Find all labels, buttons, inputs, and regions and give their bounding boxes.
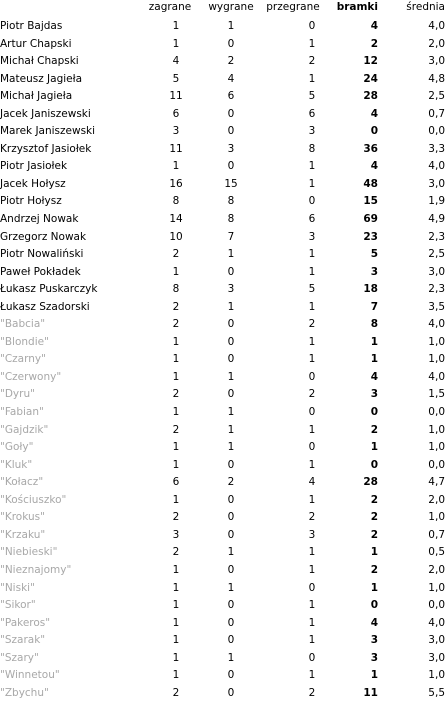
srednia-value: 3,0: [428, 55, 445, 68]
bramki-value: 28: [363, 476, 378, 489]
table-row: [0, 299, 445, 317]
zagrane-value: 8: [172, 195, 180, 208]
wygrane-value: 1: [227, 370, 235, 383]
wygrane-value: 0: [227, 599, 235, 612]
przegrane-value: 1: [308, 599, 316, 612]
przegrane-value: 3: [308, 528, 316, 541]
player-name: "Winnetou": [0, 669, 60, 682]
srednia-value: 1,0: [428, 441, 445, 454]
zagrane-value: 8: [172, 283, 180, 296]
wygrane-value: 0: [227, 686, 235, 699]
srednia-value: 2,0: [428, 563, 445, 576]
wygrane-value: 0: [227, 37, 235, 50]
bramki-value: 1: [370, 669, 378, 682]
wygrane-value: 1: [227, 406, 235, 419]
player-name: "Kościuszko": [0, 493, 67, 506]
bramki-value: 2: [370, 528, 378, 541]
player-name: Michał Jagieła: [0, 90, 73, 103]
wygrane-value: 2: [227, 476, 235, 489]
table-row: [0, 597, 445, 615]
zagrane-value: 2: [172, 546, 180, 559]
srednia-value: 2,3: [428, 283, 445, 296]
table-row: [0, 246, 445, 264]
przegrane-value: 1: [308, 563, 316, 576]
player-name: Jacek Hołysz: [0, 177, 66, 190]
table-row: [0, 369, 445, 387]
table-row: [0, 544, 445, 562]
przegrane-value: 1: [308, 72, 316, 85]
bramki-value: 4: [370, 616, 378, 629]
table-row: [0, 439, 445, 457]
table-row: [0, 211, 445, 229]
table-row: [0, 229, 445, 247]
zagrane-value: 1: [172, 370, 180, 383]
player-name: "Czerwony": [0, 370, 62, 383]
srednia-value: 3,5: [428, 300, 445, 313]
player-name: "Czarny": [0, 353, 46, 366]
header-wygrane: wygrane: [208, 1, 254, 13]
bramki-value: 2: [370, 511, 378, 524]
table-row: [0, 509, 445, 527]
bramki-value: 0: [370, 458, 378, 471]
zagrane-value: 6: [172, 107, 180, 120]
zagrane-value: 11: [169, 142, 183, 155]
bramki-value: 15: [363, 195, 378, 208]
przegrane-value: 3: [308, 230, 316, 243]
przegrane-value: 1: [308, 335, 316, 348]
przegrane-value: 6: [308, 107, 316, 120]
header-row: [0, 0, 445, 18]
table-row: [0, 158, 445, 176]
zagrane-value: 1: [172, 493, 180, 506]
player-name: "Gajdzik": [0, 423, 49, 436]
przegrane-value: 1: [308, 669, 316, 682]
wygrane-value: 0: [227, 160, 235, 173]
bramki-value: 5: [370, 248, 378, 261]
player-name: "Goły": [0, 441, 34, 454]
bramki-value: 3: [370, 634, 378, 647]
zagrane-value: 2: [172, 511, 180, 524]
bramki-value: 36: [363, 142, 378, 155]
zagrane-value: 1: [172, 335, 180, 348]
table-row: [0, 281, 445, 299]
player-name: Andrzej Nowak: [0, 213, 79, 226]
table-row: [0, 88, 445, 106]
bramki-value: 18: [363, 283, 378, 296]
bramki-value: 7: [370, 300, 378, 313]
player-name: "Nieznajomy": [0, 563, 72, 576]
wygrane-value: 3: [227, 142, 235, 155]
bramki-value: 0: [370, 125, 378, 138]
srednia-value: 0,5: [428, 546, 445, 559]
bramki-value: 12: [363, 55, 378, 68]
wygrane-value: 3: [227, 283, 235, 296]
srednia-value: 1,0: [428, 423, 445, 436]
srednia-value: 4,0: [428, 370, 445, 383]
srednia-value: 0,0: [428, 599, 445, 612]
table-row: [0, 18, 445, 36]
zagrane-value: 5: [172, 72, 180, 85]
bramki-value: 2: [370, 493, 378, 506]
srednia-value: 1,0: [428, 581, 445, 594]
player-name: "Fabian": [0, 406, 44, 419]
player-name: Łukasz Szadorski: [0, 300, 90, 313]
table-body: [0, 18, 445, 702]
wygrane-value: 0: [227, 563, 235, 576]
przegrane-value: 5: [308, 283, 316, 296]
zagrane-value: 10: [169, 230, 183, 243]
srednia-value: 4,0: [428, 160, 445, 173]
zagrane-value: 1: [172, 599, 180, 612]
wygrane-value: 0: [227, 335, 235, 348]
przegrane-value: 0: [308, 195, 316, 208]
wygrane-value: 2: [227, 55, 235, 68]
wygrane-value: 1: [227, 441, 235, 454]
table-row: [0, 351, 445, 369]
srednia-value: 4,8: [428, 72, 445, 85]
bramki-value: 4: [370, 107, 378, 120]
player-name: Piotr Hołysz: [0, 195, 62, 208]
player-name: Jacek Janiszewski: [0, 107, 91, 120]
srednia-value: 1,5: [428, 388, 445, 401]
wygrane-value: 0: [227, 107, 235, 120]
player-name: Łukasz Puskarczyk: [0, 283, 98, 296]
bramki-value: 11: [363, 686, 378, 699]
bramki-value: 8: [370, 318, 378, 331]
zagrane-value: 1: [172, 353, 180, 366]
table-row: [0, 141, 445, 159]
wygrane-value: 0: [227, 318, 235, 331]
przegrane-value: 3: [308, 125, 316, 138]
table-row: [0, 264, 445, 282]
wygrane-value: 15: [224, 177, 238, 190]
zagrane-value: 2: [172, 300, 180, 313]
table-row: [0, 527, 445, 545]
przegrane-value: 0: [308, 581, 316, 594]
table-row: [0, 123, 445, 141]
player-name: "Krzaku": [0, 528, 46, 541]
header-przegrane: przegrane: [266, 1, 320, 13]
wygrane-value: 1: [227, 423, 235, 436]
srednia-value: 0,7: [428, 107, 445, 120]
przegrane-value: 0: [308, 441, 316, 454]
header-bramki: bramki: [336, 1, 378, 13]
bramki-value: 23: [363, 230, 378, 243]
srednia-value: 0,0: [428, 125, 445, 138]
wygrane-value: 8: [227, 213, 235, 226]
srednia-value: 3,0: [428, 651, 445, 664]
player-name: "Blondie": [0, 335, 49, 348]
przegrane-value: 0: [308, 370, 316, 383]
player-name: "Dyru": [0, 388, 35, 401]
table-row: [0, 176, 445, 194]
przegrane-value: 2: [308, 55, 316, 68]
table-row: [0, 193, 445, 211]
player-name: Artur Chapski: [0, 37, 72, 50]
srednia-value: 4,7: [428, 476, 445, 489]
wygrane-value: 0: [227, 265, 235, 278]
przegrane-value: 5: [308, 90, 316, 103]
srednia-value: 0,0: [428, 458, 445, 471]
bramki-value: 3: [370, 265, 378, 278]
przegrane-value: 1: [308, 177, 316, 190]
table-row: [0, 71, 445, 89]
zagrane-value: 2: [172, 388, 180, 401]
table-row: [0, 36, 445, 54]
zagrane-value: 1: [172, 20, 180, 32]
srednia-value: 2,5: [428, 248, 445, 261]
bramki-value: 1: [370, 441, 378, 454]
wygrane-value: 1: [227, 546, 235, 559]
przegrane-value: 1: [308, 160, 316, 173]
zagrane-value: 6: [172, 476, 180, 489]
srednia-value: 0,7: [428, 528, 445, 541]
przegrane-value: 6: [308, 213, 316, 226]
zagrane-value: 2: [172, 248, 180, 261]
przegrane-value: 0: [308, 20, 316, 32]
table-row: [0, 404, 445, 422]
przegrane-value: 0: [308, 651, 316, 664]
player-name: "Szarak": [0, 634, 46, 647]
player-name: "Kluk": [0, 458, 33, 471]
zagrane-value: 1: [172, 406, 180, 419]
zagrane-value: 14: [169, 213, 183, 226]
przegrane-value: 4: [308, 476, 316, 489]
bramki-value: 1: [370, 353, 378, 366]
player-name: Piotr Jasiołek: [0, 160, 68, 173]
srednia-value: 3,3: [428, 142, 445, 155]
zagrane-value: 2: [172, 423, 180, 436]
header-srednia: średnia: [406, 1, 445, 13]
table-row: [0, 667, 445, 685]
wygrane-value: 6: [227, 90, 235, 103]
player-name: "Niebieski": [0, 546, 58, 559]
bramki-value: 2: [370, 37, 378, 50]
bramki-value: 2: [370, 423, 378, 436]
przegrane-value: 1: [308, 493, 316, 506]
przegrane-value: 2: [308, 388, 316, 401]
srednia-value: 1,0: [428, 353, 445, 366]
player-name: "Niski": [0, 581, 35, 594]
table-row: [0, 386, 445, 404]
zagrane-value: 16: [169, 177, 183, 190]
bramki-value: 3: [370, 388, 378, 401]
bramki-value: 0: [370, 599, 378, 612]
srednia-value: 4,0: [428, 20, 445, 32]
przegrane-value: 1: [308, 37, 316, 50]
zagrane-value: 1: [172, 265, 180, 278]
bramki-value: 24: [363, 72, 378, 85]
bramki-value: 4: [370, 20, 378, 32]
bramki-value: 28: [363, 90, 378, 103]
table-row: [0, 53, 445, 71]
wygrane-value: 1: [227, 300, 235, 313]
table-row: [0, 632, 445, 650]
zagrane-value: 1: [172, 563, 180, 576]
srednia-value: 4,0: [428, 318, 445, 331]
table-header: [0, 0, 445, 18]
bramki-value: 4: [370, 370, 378, 383]
srednia-value: 2,0: [428, 493, 445, 506]
table-row: [0, 334, 445, 352]
player-name: "Sikor": [0, 599, 36, 612]
table-row: [0, 685, 445, 702]
table-row: [0, 580, 445, 598]
zagrane-value: 1: [172, 458, 180, 471]
zagrane-value: 1: [172, 634, 180, 647]
przegrane-value: 1: [308, 616, 316, 629]
zagrane-value: 1: [172, 441, 180, 454]
srednia-value: 4,0: [428, 616, 445, 629]
player-name: "Pakeros": [0, 616, 51, 629]
header-name: [0, 0, 140, 18]
wygrane-value: 7: [227, 230, 235, 243]
zagrane-value: 3: [172, 125, 180, 138]
wygrane-value: 0: [227, 493, 235, 506]
zagrane-value: 3: [172, 528, 180, 541]
zagrane-value: 11: [169, 90, 183, 103]
table-row: [0, 615, 445, 633]
table-row: [0, 562, 445, 580]
bramki-value: 1: [370, 581, 378, 594]
zagrane-value: 4: [172, 55, 180, 68]
przegrane-value: 1: [308, 300, 316, 313]
srednia-value: 5,5: [428, 686, 445, 699]
przegrane-value: 1: [308, 546, 316, 559]
player-name: "Krokus": [0, 511, 45, 524]
zagrane-value: 1: [172, 37, 180, 50]
bramki-value: 4: [370, 160, 378, 173]
bramki-value: 1: [370, 546, 378, 559]
srednia-value: 3,0: [428, 265, 445, 278]
player-name: Mateusz Jagieła: [0, 72, 83, 85]
zagrane-value: 1: [172, 581, 180, 594]
bramki-value: 2: [370, 563, 378, 576]
player-name: "Babcia": [0, 318, 46, 331]
wygrane-value: 0: [227, 388, 235, 401]
zagrane-value: 2: [172, 686, 180, 699]
header-zagrane: zagrane: [148, 1, 192, 13]
wygrane-value: 0: [227, 634, 235, 647]
player-name: Piotr Nowaliński: [0, 248, 84, 261]
player-name: "Szary": [0, 651, 39, 664]
przegrane-value: 2: [308, 686, 316, 699]
przegrane-value: 1: [308, 265, 316, 278]
wygrane-value: 8: [227, 195, 235, 208]
bramki-value: 3: [370, 651, 378, 664]
player-name: Paweł Pokładek: [0, 265, 81, 278]
srednia-value: 0,0: [428, 406, 445, 419]
zagrane-value: 2: [172, 318, 180, 331]
player-name: Marek Janiszewski: [0, 125, 96, 138]
player-name: Krzysztof Jasiołek: [0, 142, 92, 155]
table-row: [0, 106, 445, 124]
zagrane-value: 1: [172, 651, 180, 664]
bramki-value: 48: [363, 177, 378, 190]
player-name: "Kołacz": [0, 476, 44, 489]
srednia-value: 2,0: [428, 37, 445, 50]
wygrane-value: 0: [227, 528, 235, 541]
wygrane-value: 0: [227, 616, 235, 629]
table-row: [0, 316, 445, 334]
srednia-value: 2,3: [428, 230, 445, 243]
zagrane-value: 1: [172, 160, 180, 173]
table-row: [0, 422, 445, 440]
srednia-value: 3,0: [428, 634, 445, 647]
player-name: "Zbychu": [0, 686, 49, 699]
przegrane-value: 0: [308, 406, 316, 419]
srednia-value: 2,5: [428, 90, 445, 103]
player-name: Piotr Bajdas: [0, 20, 63, 32]
wygrane-value: 0: [227, 353, 235, 366]
przegrane-value: 1: [308, 353, 316, 366]
wygrane-value: 0: [227, 511, 235, 524]
srednia-value: 1,0: [428, 335, 445, 348]
player-name: Grzegorz Nowak: [0, 230, 87, 243]
przegrane-value: 2: [308, 511, 316, 524]
wygrane-value: 0: [227, 125, 235, 138]
table-row: [0, 492, 445, 510]
srednia-value: 1,0: [428, 511, 445, 524]
wygrane-value: 0: [227, 669, 235, 682]
wygrane-value: 1: [227, 248, 235, 261]
srednia-value: 1,0: [428, 669, 445, 682]
table-row: [0, 457, 445, 475]
przegrane-value: 8: [308, 142, 316, 155]
bramki-value: 69: [363, 213, 378, 226]
przegrane-value: 1: [308, 634, 316, 647]
table-row: [0, 474, 445, 492]
przegrane-value: 1: [308, 248, 316, 261]
przegrane-value: 2: [308, 318, 316, 331]
wygrane-value: 0: [227, 458, 235, 471]
srednia-value: 4,9: [428, 213, 445, 226]
srednia-value: 3,0: [428, 177, 445, 190]
przegrane-value: 1: [308, 458, 316, 471]
bramki-value: 1: [370, 335, 378, 348]
zagrane-value: 1: [172, 616, 180, 629]
srednia-value: 1,9: [428, 195, 445, 208]
przegrane-value: 1: [308, 423, 316, 436]
table-row: [0, 650, 445, 668]
wygrane-value: 1: [227, 651, 235, 664]
bramki-value: 0: [370, 406, 378, 419]
player-name: Michał Chapski: [0, 55, 79, 68]
wygrane-value: 1: [227, 20, 235, 32]
zagrane-value: 1: [172, 669, 180, 682]
wygrane-value: 4: [227, 72, 235, 85]
wygrane-value: 1: [227, 581, 235, 594]
